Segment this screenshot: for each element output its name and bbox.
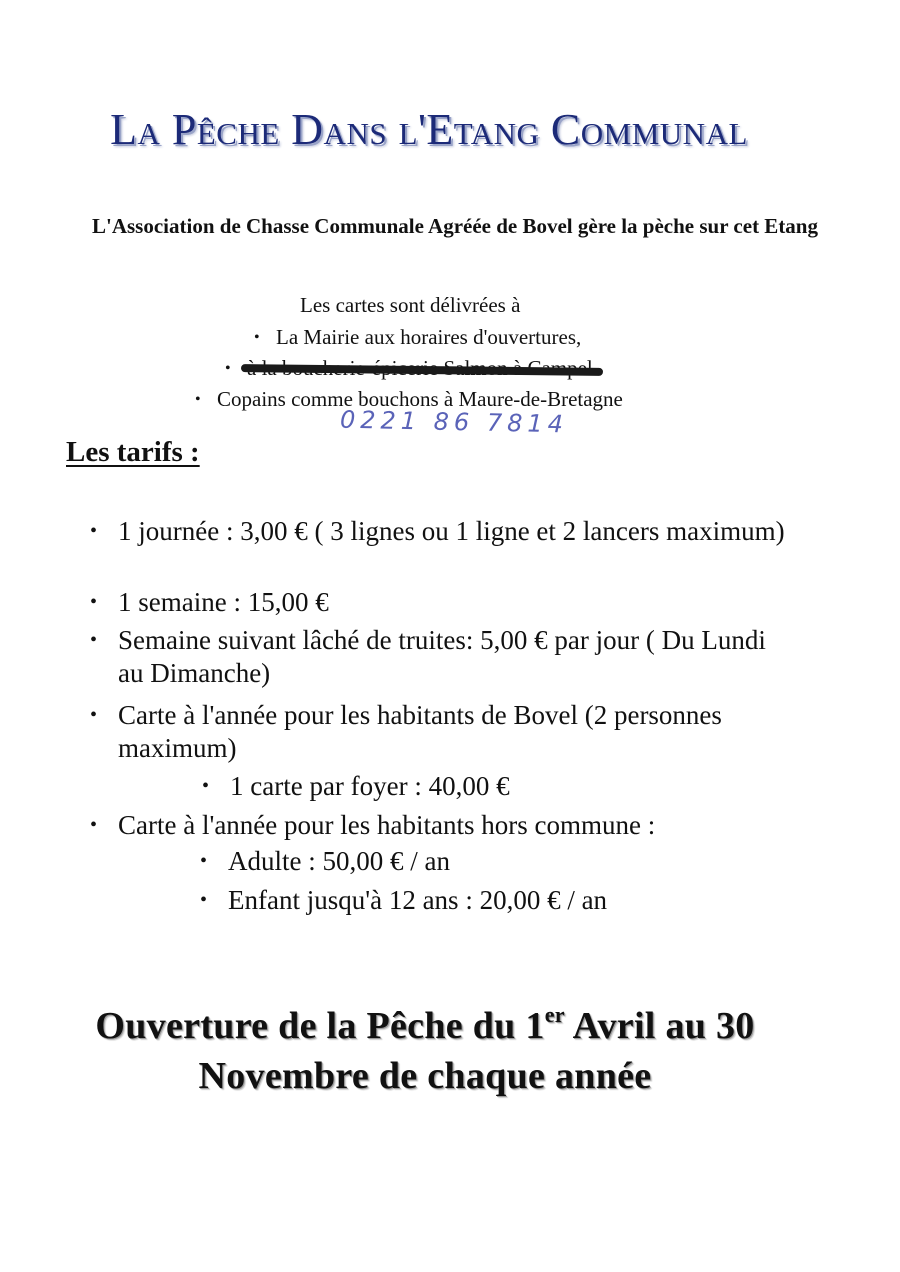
tarif-subitem-enfant <box>200 884 788 917</box>
outlet-label: Copains comme bouchons à Maure-de-Bretagne <box>217 387 623 411</box>
tarifs-heading: Les tarifs : <box>66 436 200 468</box>
outlet-label: La Mairie aux horaires d'ouvertures, <box>276 325 582 349</box>
opening-period-line-1 <box>0 1004 850 1048</box>
tarif-label: Carte à l'année pour les habitants de Bovel (2 personnes maximum) <box>118 700 722 763</box>
tarif-item-annee-hors-commune <box>90 809 798 842</box>
tarif-item-lacher-truites <box>90 624 798 690</box>
bullet-icon: • <box>202 775 210 797</box>
tarif-label: Carte à l'année pour les habitants hors commune : <box>118 810 656 840</box>
bullet-icon: • <box>90 814 98 836</box>
bullet-icon: • <box>90 704 98 726</box>
bullet-icon: • <box>225 360 231 377</box>
opening-text: Avril au 30 <box>564 1005 755 1047</box>
bullet-icon: • <box>254 329 260 346</box>
bullet-icon: • <box>200 889 208 911</box>
intro-paragraph: L'Association de Chasse Communale Agréée de Bovel gère la pèche sur cet Etang <box>92 214 818 238</box>
bullet-icon: • <box>90 591 98 613</box>
tarif-label: Semaine suivant lâché de truites: 5,00 € par jour ( Du Lundi au Dimanche) <box>118 625 766 688</box>
outlet-item-mairie <box>254 325 581 350</box>
struck-outlet-label <box>247 356 593 381</box>
tarif-label: 1 journée : 3,00 € ( 3 lignes ou 1 ligne et 2 lancers maximum) <box>118 516 785 546</box>
bullet-icon: • <box>200 850 208 872</box>
bullet-icon: • <box>90 520 98 542</box>
tarif-item-semaine <box>90 586 798 619</box>
page-title: La Pêche Dans l'Etang Communal <box>110 105 748 154</box>
tarif-label: 1 carte par foyer : 40,00 € <box>230 771 510 801</box>
tarif-subitem-adulte <box>200 845 788 878</box>
tarif-label: Adulte : 50,00 € / an <box>228 846 450 876</box>
ordinal-superscript: er <box>544 1002 565 1027</box>
tarif-label: 1 semaine : 15,00 € <box>118 587 329 617</box>
tarif-item-annee-bovel <box>90 699 798 765</box>
tarif-label: Enfant jusqu'à 12 ans : 20,00 € / an <box>228 885 608 915</box>
bullet-icon: • <box>195 391 201 408</box>
tarif-subitem-foyer <box>202 770 790 803</box>
cards-heading: Les cartes sont délivrées à <box>300 293 521 317</box>
opening-text: Ouverture de la Pêche du 1 <box>95 1005 545 1047</box>
opening-period-line-2: Novembre de chaque année <box>198 1055 652 1097</box>
handwritten-phone-number: 0221 86 7814 <box>339 405 569 439</box>
outlet-item-boucherie <box>225 356 593 381</box>
tarif-item-journee <box>90 515 798 548</box>
bullet-icon: • <box>90 629 98 651</box>
